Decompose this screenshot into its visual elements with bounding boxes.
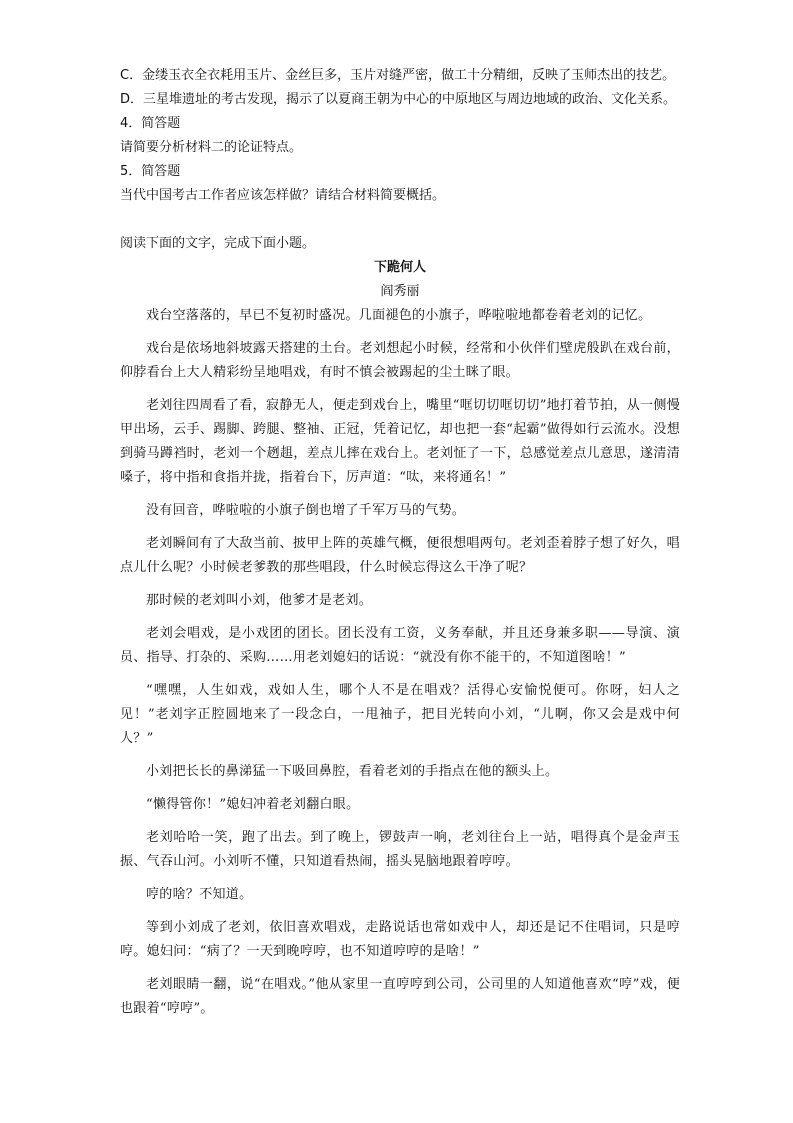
passage-paragraph: 等到小刘成了老刘，依旧喜欢唱戏，走路说话也常如戏中人，却还是记不住唱词，只是哼哼。媳妇问：“病了？一天到晚哼哼，也不知道哼哼的是啥！” <box>120 920 680 959</box>
spacer <box>120 208 680 232</box>
passage-paragraph: 老刘往四周看了看，寂静无人，便走到戏台上，嘴里“哐切切哐切切”地打着节拍，从一侧慢甲出场，云手、踢脚、跨腿、整袖、正冠，凭着记忆，却也把一套“起霸”做得如行云流水。没想到骑马蹲裆时，老刘一个趔趄，差点儿摔在戏台上。老刘怔了一下，总感觉差点儿意思，遂清清嗓子，将中指和食指并拢，指着台下，厉声道：“呔，来将通名！” <box>120 398 680 485</box>
passage-paragraph: 哼的啥？不知道。 <box>146 887 253 902</box>
passage-paragraph: “嘿嘿，人生如戏，戏如人生，哪个人不是在唱戏？活得心安愉悦便可。你呀，妇人之见！”老刘字正腔圆地来了一段念白，一甩袖子，把目光转向小刘，“儿啊，你又会是戏中何人？” <box>120 683 680 746</box>
document-page <box>120 64 680 1030</box>
option-d: D．三星堆遗址的考古发现，揭示了以夏商王朝为中心的中原地区与周边地域的政治、文化关系。 <box>120 92 677 107</box>
passage-paragraph: 那时候的老刘叫小刘，他爹才是老刘。 <box>146 593 373 608</box>
reading-passage <box>120 256 680 1021</box>
question-4-text: 请简要分析材料二的论证特点。 <box>120 140 303 155</box>
passage-paragraph: 老刘会唱戏，是小戏团的团长。团长没有工资，义务奉献，并且还身兼多职——导演、演员、指导、打杂的、采购……用老刘媳妇的话说：“就没有你不能干的，不知道图啥！” <box>120 626 680 665</box>
reading-instruction: 阅读下面的文字，完成下面小题。 <box>120 236 316 251</box>
passage-paragraph: 戏台是依场地斜坡露天搭建的土台。老刘想起小时候，经常和小伙伴们壁虎般趴在戏台前，仰脖看台上大人精彩纷呈地唱戏，有时不慎会被踢起的尘土眯了眼。 <box>120 341 680 380</box>
passage-paragraph: 戏台空落落的，早已不复初时盛况。几面褪色的小旗子，哗啦啦地都卷着老刘的记忆。 <box>146 308 652 323</box>
passage-paragraph: 老刘瞬间有了大敌当前、披甲上阵的英雄气概，便很想唱两句。老刘歪着脖子想了好久，唱点儿什么呢？小时候老爹教的那些唱段，什么时候忘得这么干净了呢？ <box>120 536 680 575</box>
question-5-label: 5．简答题 <box>120 164 181 179</box>
question-5-text: 当代中国考古工作者应该怎样做？请结合材料简要概括。 <box>120 188 446 203</box>
passage-paragraph: “懒得管你！”媳妇冲着老刘翻白眼。 <box>146 797 360 812</box>
option-c: C．金缕玉衣全衣耗用玉片、金丝巨多，玉片对缝严密，做工十分精细，反映了玉师杰出的技艺。 <box>120 68 676 83</box>
passage-paragraph: 老刘眼睛一翻，说“在唱戏。”他从家里一直哼哼到公司，公司里的人知道他喜欢“哼”戏，便也跟着“哼哼”。 <box>120 977 680 1016</box>
passage-paragraph: 老刘哈哈一笑，跑了出去。到了晚上，锣鼓声一响，老刘往台上一站，唱得真个是金声玉振、气吞山河。小刘听不懂，只知道看热闹，摇头晃脑地跟着哼哼。 <box>120 830 680 869</box>
passage-title: 下跪何人 <box>373 260 426 275</box>
passage-paragraph: 小刘把长长的鼻涕猛一下吸回鼻腔，看着老刘的手指点在他的额头上。 <box>146 764 559 779</box>
passage-paragraph: 没有回音，哗啦啦的小旗子倒也增了千军万马的气势。 <box>146 503 466 518</box>
passage-author: 阎秀丽 <box>380 284 420 299</box>
question-4-label: 4．简答题 <box>120 116 181 131</box>
